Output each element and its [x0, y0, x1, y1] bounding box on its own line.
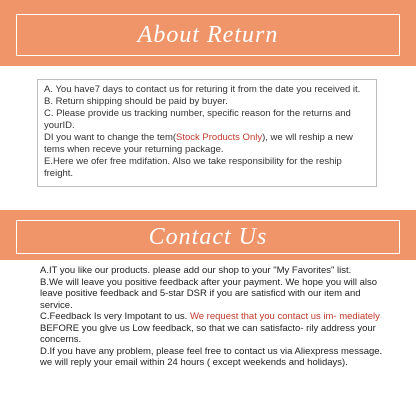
- contact-us-title: Contact Us: [148, 223, 268, 250]
- contact-item-b: B.We will leave you positive feedback after your payment. We hope you will also leave positive feedback and 5-star DSR if you are satisficd with our item and service.: [40, 276, 378, 311]
- return-item-a: A. You have7 days to contact us for returing it from the date you received it.: [44, 84, 361, 95]
- contact-item-c: [40, 311, 385, 346]
- contact-item-a: A.IT you like our products. please add our shop to your "My Favorites" list.: [40, 265, 352, 276]
- contact-immediately-highlight: We request that you contact us im- mediately: [189, 311, 380, 322]
- return-item-c: C. Please provide us tracking number, specific reason for the returns and yourID.: [44, 108, 351, 131]
- return-policy-box: [37, 79, 377, 187]
- return-item-d-text-start: DI you want to change the tem(: [44, 132, 177, 143]
- contact-item-c-text-start: C.Feedback Is very Impotant to us.: [40, 311, 190, 322]
- contact-item-d: D.If you have any problem, please feel free to contact us via Aliexpress message. we will reply your email within 24 hours ( except weekends and holidays).: [40, 345, 383, 368]
- stock-products-only-highlight: Stock Products Only: [176, 132, 263, 143]
- contact-us-frame: [16, 220, 400, 254]
- about-return-title: About Return: [137, 21, 279, 48]
- contact-info: [40, 265, 385, 369]
- return-item-e: E.Here we ofer free mdifation. Also we take responsibility for the reship freight.: [44, 156, 342, 179]
- contact-item-c-text-end: BEFORE you glve us Low feedback, so that we can satisfacto- rily address your concerns.: [40, 322, 376, 345]
- return-item-d-text-end: ), we wll reship a new tems when receve your returning package.: [44, 132, 353, 155]
- return-item-b: B. Return shipping should be paid by buyer.: [44, 96, 228, 107]
- about-return-frame: [16, 14, 400, 56]
- return-item-d: [44, 132, 370, 156]
- contact-us-banner: [0, 210, 416, 260]
- about-return-banner: [0, 0, 416, 66]
